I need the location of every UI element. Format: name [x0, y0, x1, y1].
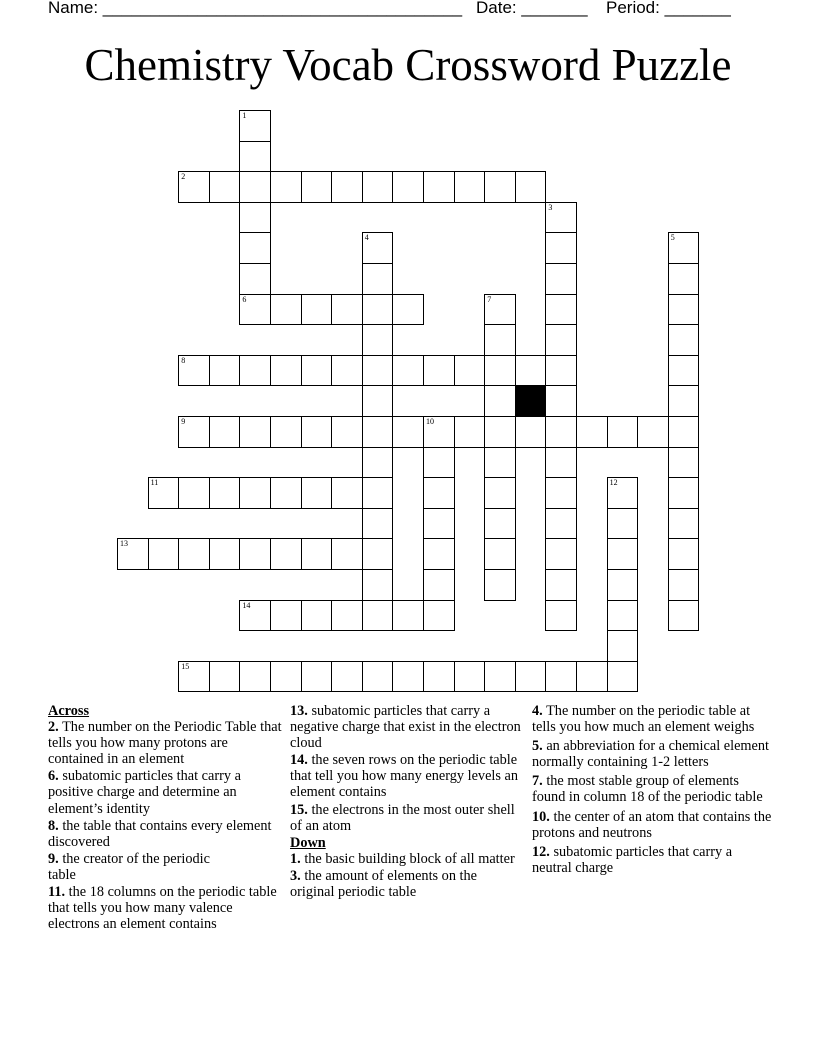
crossword-cell[interactable] [576, 661, 608, 693]
crossword-cell[interactable] [362, 477, 394, 509]
crossword-cell[interactable] [454, 416, 486, 448]
crossword-cell[interactable] [484, 477, 516, 509]
crossword-cell[interactable] [545, 508, 577, 540]
crossword-cell[interactable] [545, 447, 577, 479]
clue-number: 10 [426, 417, 434, 426]
clue-number: 6 [242, 294, 247, 304]
crossword-cell[interactable] [362, 416, 394, 448]
clue-column-2 [290, 703, 522, 901]
crossword-cell[interactable] [209, 477, 241, 509]
crossword-cell[interactable] [484, 538, 516, 570]
crossword-cell[interactable] [301, 477, 333, 509]
clue-number: 7 [487, 294, 492, 304]
clue-number: 11 [150, 478, 159, 488]
crossword-cell[interactable] [270, 600, 302, 632]
crossword-cell[interactable] [484, 294, 516, 326]
clue-number: 15 [181, 661, 190, 671]
clue-down-10: 10. the center of an atom that contains the protons and neutrons [532, 808, 772, 841]
crossword-cell[interactable] [515, 416, 547, 448]
crossword-cell[interactable] [484, 324, 516, 356]
crossword-cell[interactable] [545, 661, 577, 693]
crossword-cell[interactable] [545, 232, 577, 264]
crossword-cell[interactable] [545, 600, 577, 632]
crossword-cell[interactable] [423, 569, 455, 601]
crossword-cell[interactable] [668, 600, 700, 632]
crossword-cell[interactable] [637, 416, 669, 448]
black-cell [515, 385, 547, 417]
crossword-cell[interactable] [545, 477, 577, 509]
crossword-cell[interactable] [576, 416, 608, 448]
crossword-cell[interactable] [607, 600, 639, 632]
crossword-cell[interactable] [668, 569, 700, 601]
clue-down-1: 1. the basic building block of all matter [290, 850, 515, 867]
clue-number: 1 [242, 111, 247, 120]
clue-number: 13 [120, 539, 128, 549]
crossword-cell[interactable] [301, 171, 333, 203]
crossword-cell[interactable] [668, 385, 700, 417]
crossword-cell[interactable] [270, 294, 302, 326]
clue-number: 12 [609, 478, 618, 488]
crossword-cell[interactable] [454, 171, 486, 203]
crossword-cell[interactable] [545, 324, 577, 356]
down-heading: Down [290, 834, 326, 851]
crossword-cell[interactable] [423, 661, 455, 693]
crossword-cell[interactable] [331, 355, 363, 387]
crossword-cell[interactable] [362, 569, 394, 601]
crossword-cell[interactable] [239, 538, 271, 570]
clue-across-13: 13. subatomic particles that carry a negative charge that exist in the electron cloud [290, 703, 521, 752]
clue-number: 14 [242, 600, 251, 610]
crossword-cell[interactable] [545, 385, 577, 417]
crossword-cell[interactable] [545, 263, 577, 295]
crossword-cell[interactable] [545, 538, 577, 570]
crossword-cell[interactable] [178, 477, 210, 509]
crossword-cell[interactable] [668, 232, 700, 264]
crossword-cell[interactable] [178, 661, 210, 693]
crossword-cell[interactable] [392, 355, 424, 387]
crossword-cell[interactable] [239, 355, 271, 387]
crossword-cell[interactable] [484, 171, 516, 203]
crossword-cell[interactable] [668, 355, 700, 387]
crossword-cell[interactable] [239, 294, 271, 326]
period-field-label[interactable]: Period: _______ [606, 0, 731, 17]
crossword-cell[interactable] [515, 355, 547, 387]
crossword-cell[interactable] [484, 355, 516, 387]
crossword-cell[interactable] [545, 294, 577, 326]
crossword-cell[interactable] [668, 447, 700, 479]
crossword-cell[interactable] [392, 416, 424, 448]
clue-number: 4 [364, 233, 369, 243]
crossword-cell[interactable] [392, 171, 424, 203]
clue-across-11: 11. the 18 columns on the periodic table that tells you how many valence electrons an element contains [48, 884, 277, 933]
clue-across-6: 6. subatomic particles that carry a positive charge and determine an element’s identity [48, 768, 241, 817]
crossword-cell[interactable] [239, 110, 271, 142]
crossword-cell[interactable] [301, 416, 333, 448]
clue-across-8: 8. the table that contains every element discovered [48, 817, 272, 850]
crossword-cell[interactable] [178, 538, 210, 570]
clue-across-2: 2. The number on the Periodic Table that tells you how many protons are contained in an element [48, 719, 282, 768]
crossword-cell[interactable] [423, 600, 455, 632]
crossword-cell[interactable] [301, 294, 333, 326]
crossword-cell[interactable] [239, 141, 271, 173]
crossword-cell[interactable] [362, 661, 394, 693]
crossword-cell[interactable] [668, 324, 700, 356]
crossword-cell[interactable] [239, 416, 271, 448]
crossword-cell[interactable] [362, 385, 394, 417]
crossword-cell[interactable] [423, 508, 455, 540]
clue-across-14: 14. the seven rows on the periodic table that tell you how many energy levels an element contains [290, 752, 519, 801]
crossword-cell[interactable] [209, 171, 241, 203]
crossword-cell[interactable] [362, 324, 394, 356]
crossword-cell[interactable] [178, 171, 210, 203]
crossword-cell[interactable] [423, 355, 455, 387]
crossword-cell[interactable] [607, 477, 639, 509]
crossword-cell[interactable] [239, 232, 271, 264]
crossword-cell[interactable] [607, 538, 639, 570]
crossword-cell[interactable] [545, 202, 577, 234]
crossword-cell[interactable] [362, 538, 394, 570]
crossword-cell[interactable] [484, 569, 516, 601]
crossword-cell[interactable] [270, 171, 302, 203]
crossword-cell[interactable] [668, 416, 700, 448]
crossword-cell[interactable] [484, 416, 516, 448]
clue-down-3: 3. the amount of elements on the original periodic table [290, 867, 478, 901]
crossword-cell[interactable] [423, 447, 455, 479]
clue-down-4: 4. The number on the periodic table at tells you how much an element weighs [532, 703, 755, 736]
crossword-cell[interactable] [239, 202, 271, 234]
crossword-cell[interactable] [607, 661, 639, 693]
crossword-cell[interactable] [668, 508, 700, 540]
crossword-cell[interactable] [239, 477, 271, 509]
crossword-cell[interactable] [392, 294, 424, 326]
clue-down-5: 5. an abbreviation for a chemical element normally containing 1-2 letters [532, 738, 769, 771]
crossword-cell[interactable] [270, 416, 302, 448]
crossword-cell[interactable] [270, 661, 302, 693]
crossword-cell[interactable] [209, 538, 241, 570]
crossword-cell[interactable] [362, 447, 394, 479]
crossword-cell[interactable] [607, 508, 639, 540]
crossword-cell[interactable] [668, 294, 700, 326]
crossword-cell[interactable] [484, 385, 516, 417]
crossword-cell[interactable] [331, 661, 363, 693]
crossword-cell[interactable] [423, 171, 455, 203]
clue-across-15: 15. the electrons in the most outer shell of an atom [290, 801, 515, 834]
name-field-label[interactable]: Name: ______________________________________ [48, 0, 463, 17]
crossword-cell[interactable] [668, 477, 700, 509]
crossword-cell[interactable] [331, 600, 363, 632]
crossword-cell[interactable] [362, 232, 394, 264]
clue-number: 8 [181, 355, 186, 365]
crossword-cell[interactable] [301, 355, 333, 387]
clue-column-3 [532, 703, 772, 877]
crossword-cell[interactable] [362, 508, 394, 540]
crossword-cell[interactable] [362, 171, 394, 203]
crossword-cell[interactable] [362, 263, 394, 295]
crossword-cell[interactable] [362, 294, 394, 326]
clue-down-12: 12. subatomic particles that carry a neutral charge [532, 843, 733, 876]
crossword-cell[interactable] [423, 477, 455, 509]
crossword-cell[interactable] [331, 171, 363, 203]
crossword-cell[interactable] [301, 661, 333, 693]
crossword-cell[interactable] [209, 661, 241, 693]
crossword-cell[interactable] [607, 416, 639, 448]
crossword-cell[interactable] [607, 630, 639, 662]
crossword-cell[interactable] [362, 355, 394, 387]
crossword-cell[interactable] [484, 447, 516, 479]
crossword-cell[interactable] [515, 661, 547, 693]
crossword-cell[interactable] [301, 538, 333, 570]
clue-column-1 [48, 703, 283, 933]
crossword-cell[interactable] [545, 355, 577, 387]
crossword-cell[interactable] [545, 569, 577, 601]
crossword-cell[interactable] [362, 600, 394, 632]
crossword-cell[interactable] [270, 355, 302, 387]
clue-across-9: 9. the creator of the periodic table [48, 850, 210, 883]
crossword-cell[interactable] [331, 294, 363, 326]
crossword-cell[interactable] [239, 600, 271, 632]
crossword-cell[interactable] [668, 263, 700, 295]
clue-number: 3 [548, 202, 553, 212]
crossword-cell[interactable] [209, 416, 241, 448]
clue-number: 5 [670, 233, 675, 243]
crossword-cell[interactable] [515, 171, 547, 203]
clue-number: 9 [181, 417, 186, 426]
crossword-cell[interactable] [148, 538, 180, 570]
crossword-cell[interactable] [484, 508, 516, 540]
crossword-cell[interactable] [239, 661, 271, 693]
crossword-cell[interactable] [484, 661, 516, 693]
crossword-cell[interactable] [423, 538, 455, 570]
across-heading: Across [48, 703, 90, 719]
crossword-cell[interactable] [331, 538, 363, 570]
crossword-cell[interactable] [270, 477, 302, 509]
crossword-cell[interactable] [239, 171, 271, 203]
crossword-cell[interactable] [178, 355, 210, 387]
clue-number: 2 [181, 172, 186, 182]
crossword-cell[interactable] [301, 600, 333, 632]
crossword-cell[interactable] [209, 355, 241, 387]
crossword-cell[interactable] [423, 416, 455, 448]
crossword-cell[interactable] [454, 355, 486, 387]
crossword-cell[interactable] [117, 538, 149, 570]
crossword-cell[interactable] [545, 416, 577, 448]
crossword-cell[interactable] [392, 661, 424, 693]
crossword-cell[interactable] [148, 477, 180, 509]
crossword-cell[interactable] [331, 416, 363, 448]
crossword-cell[interactable] [668, 538, 700, 570]
crossword-cell[interactable] [331, 477, 363, 509]
crossword-cell[interactable] [454, 661, 486, 693]
page-title: Chemistry Vocab Crossword Puzzle [84, 40, 732, 90]
clue-down-7: 7. the most stable group of elements found in column 18 of the periodic table [532, 773, 763, 806]
crossword-cell[interactable] [392, 600, 424, 632]
crossword-cell[interactable] [270, 538, 302, 570]
crossword-cell[interactable] [239, 263, 271, 295]
crossword-cell[interactable] [607, 569, 639, 601]
crossword-cell[interactable] [178, 416, 210, 448]
date-field-label[interactable]: Date: _______ [476, 0, 588, 17]
